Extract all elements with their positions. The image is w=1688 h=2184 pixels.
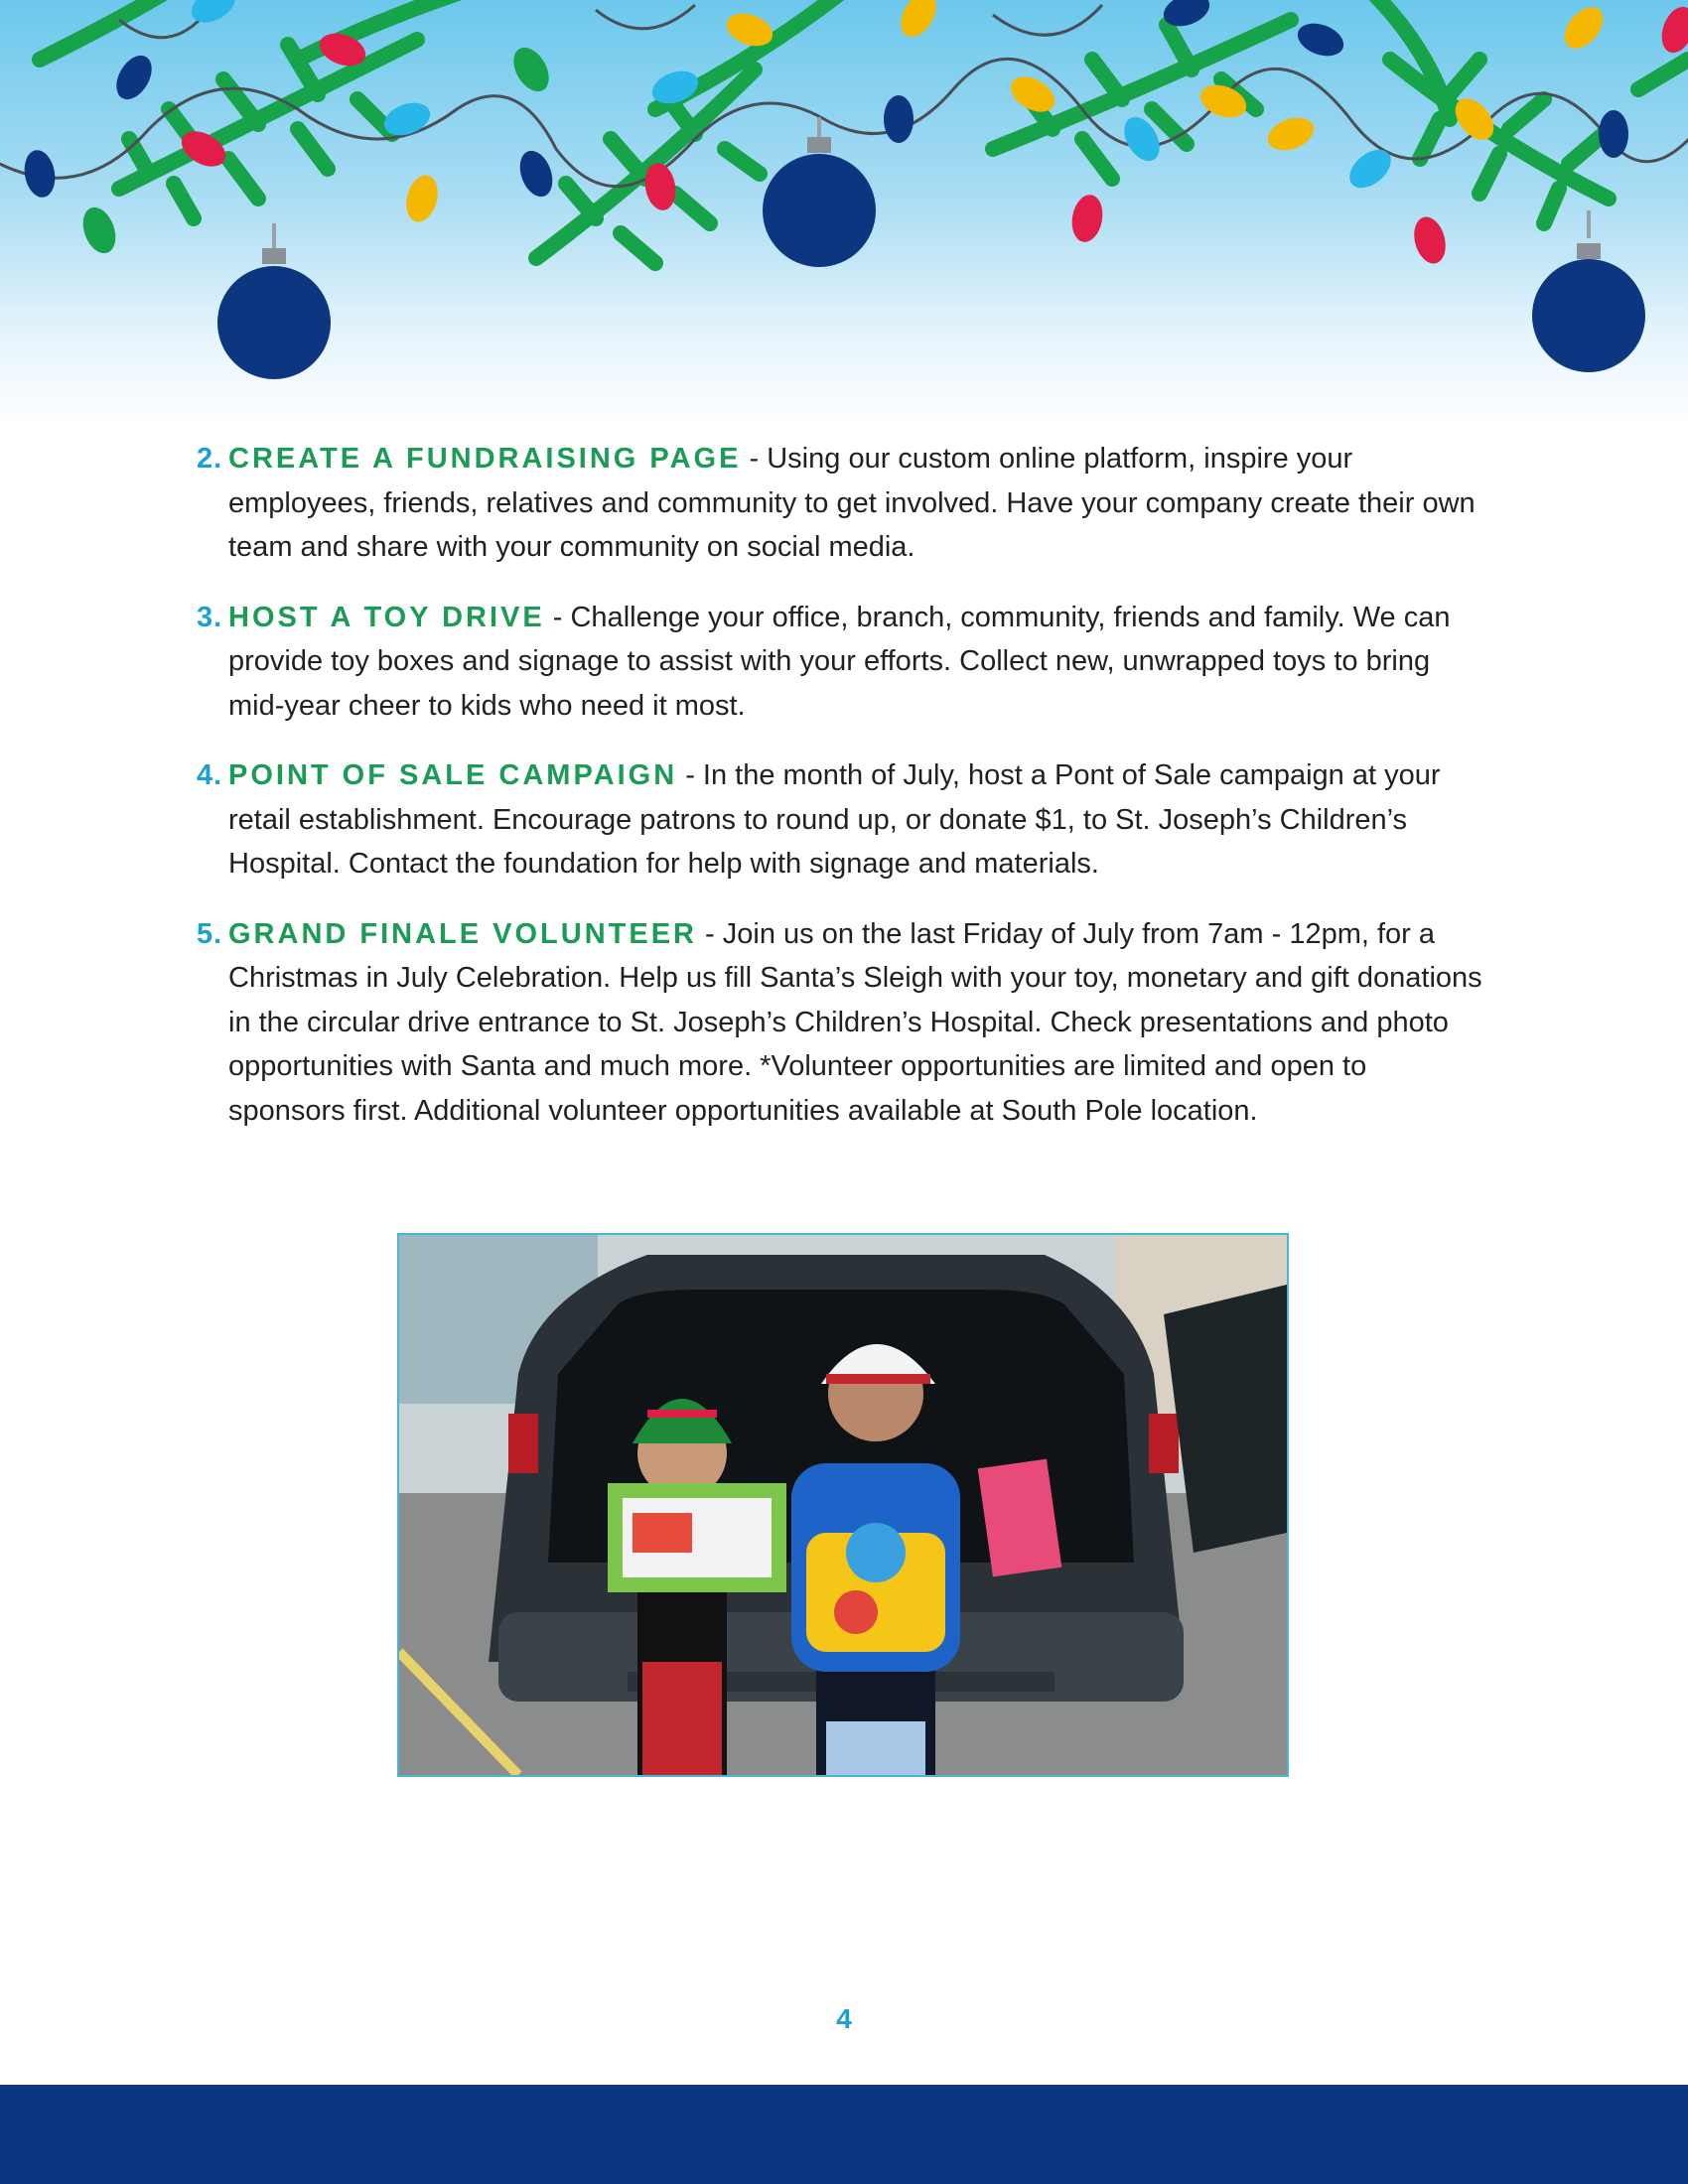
item-number: 3. (197, 601, 223, 633)
item-text: - Join us on the last Friday of July from 7am - 12pm, for a Christmas in July Celebration. Help us fill Santa’s Sleigh with your toy, monetary and gift donations in the circular drive entrance to St. Joseph’s Children’s Hospital. Check presentations and photo opportunities with Santa and much more. *Volunteer opportunities are limited and open to sponsors first. Additional volunteer opportunities available at South Pole location. (228, 917, 1482, 1127)
list-item (197, 437, 1487, 570)
item-title: POINT OF SALE CAMPAIGN (228, 759, 678, 791)
children-with-toys-illustration (399, 1235, 1287, 1775)
page-number: 4 (836, 2003, 852, 2034)
item-number: 5. (197, 917, 223, 950)
item-number: 4. (197, 759, 223, 791)
toy-drive-photo (397, 1233, 1289, 1777)
item-text: - Using our custom online platform, inspire your employees, friends, relatives and community to get involved. Have your company create their own team and share with your community on social media. (228, 443, 1476, 563)
item-number: 2. (197, 443, 223, 475)
item-text: - In the month of July, host a Pont of Sale campaign at your retail establishment. Encourage patrons to round up, or donate $1, to St. Joseph’s Children’s Hospital. Contact the foundation for help with signage and materials. (228, 759, 1441, 880)
holiday-banner (0, 0, 1688, 427)
holiday-garland-illustration (0, 0, 1688, 427)
item-title: CREATE A FUNDRAISING PAGE (228, 443, 742, 475)
ways-to-help-list (197, 437, 1487, 1159)
item-text: - Challenge your office, branch, community, friends and family. We can provide toy boxes and signage to assist with your efforts. Collect new, unwrapped toys to bring mid-year cheer to kids who need it most. (228, 601, 1451, 722)
item-title: HOST A TOY DRIVE (228, 601, 545, 633)
list-item (197, 596, 1487, 729)
item-title: GRAND FINALE VOLUNTEER (228, 917, 697, 950)
list-item (197, 753, 1487, 887)
list-item (197, 912, 1487, 1134)
footer-bar (0, 2085, 1688, 2184)
